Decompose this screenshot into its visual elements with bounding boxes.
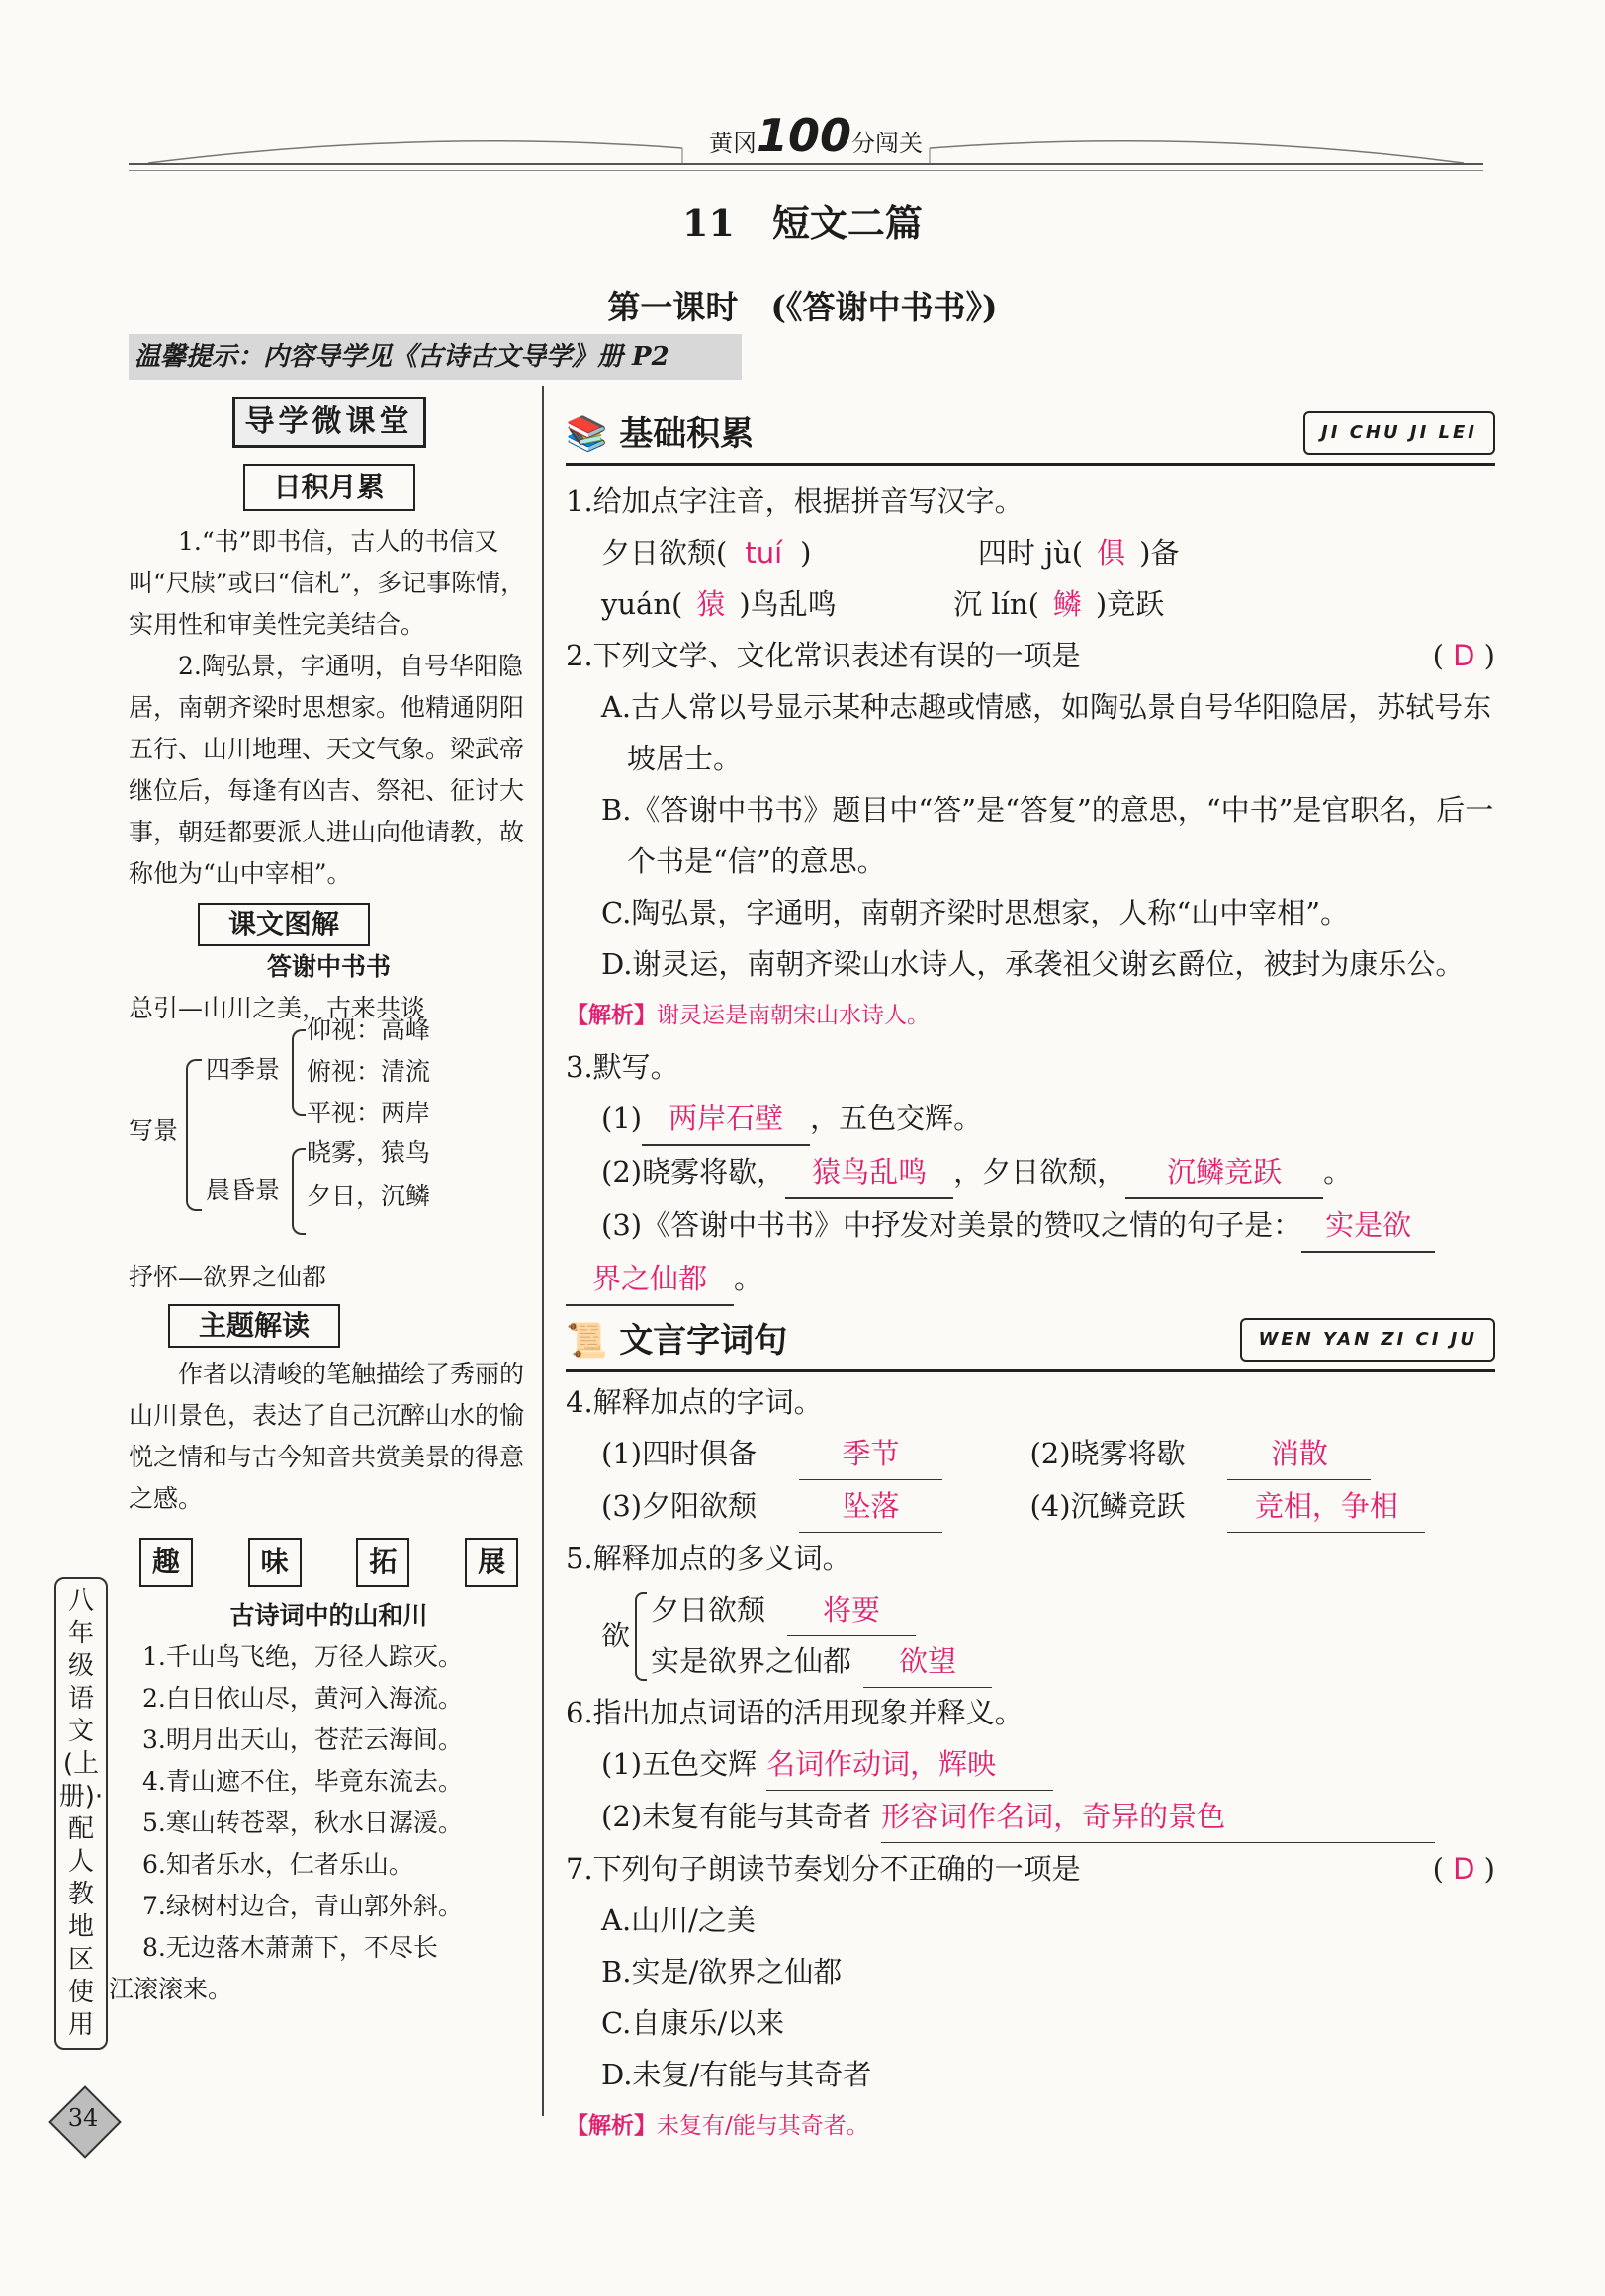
q1c-close: )鸟乱鸣 [739, 587, 837, 621]
q1c-text: yuán( [601, 587, 683, 621]
question-2 [566, 630, 1495, 681]
brand-prefix: 黄冈 [708, 130, 757, 157]
question-5: 5.解释加点的多义词。 [566, 1542, 851, 1575]
diagram-write: 写景 [129, 1116, 179, 1145]
guide-title: 导学微课堂 [232, 397, 426, 448]
q5b-answer: 欲望 [863, 1635, 992, 1688]
q3-line4 [566, 1253, 1495, 1306]
q1b-close: )备 [1139, 536, 1180, 570]
q2-choice: ( D ) [1432, 639, 1495, 672]
q7-text: 7.下列句子朗读节奏划分不正确的一项是 [566, 1852, 1081, 1886]
q2-option-d: D.谢灵运，南朝齐梁山水诗人，承袭祖父谢玄爵位，被封为康乐公。 [601, 947, 1465, 981]
q2-text: 2.下列文学、文化常识表述有误的一项是 [566, 639, 1081, 672]
side-label: 八年级语文(上册)·配人教地区使用 [54, 1577, 108, 2050]
q3-line2 [566, 1146, 1495, 1199]
diagram-m2: 夕日，沉鳞 [307, 1182, 431, 1210]
q4d-text: (4)沉鳞竞跃 [1029, 1489, 1186, 1523]
q6-row2 [566, 1791, 1495, 1843]
q3a-num: (1) [601, 1102, 643, 1135]
q7-option-b: B.实是/欲界之仙都 [601, 1955, 843, 1988]
analysis-text: 未复有/能与其奇者。 [657, 2113, 869, 2139]
list-item: 2.白日依山尽，黄河入海流。 [142, 1684, 463, 1713]
accum-paragraph-1: 1.“书”即书信，古人的书信又叫“尺牍”或曰“信札”，多记事陈情，实用性和审美性完美结合。 [129, 527, 526, 639]
accum-paragraph-2: 2.陶弘景，字通明，自号华阳隐居，南朝齐梁时思想家。他精通阴阳五行、山川地理、天文气象。梁武帝继位后，每逢有凶吉、祭祀、征讨大事，朝廷都要派人进山向他请教，故称他为“山中宰相”。 [129, 652, 525, 888]
fun-title [129, 1538, 529, 1587]
q2-answer: D [1453, 639, 1475, 672]
diagram-m1: 晓雾，猿鸟 [307, 1138, 431, 1167]
q4b-answer: 消散 [1227, 1428, 1371, 1480]
q5a-line [651, 1584, 916, 1636]
fun-title-char: 味 [248, 1538, 302, 1587]
theme-title: 主题解读 [168, 1304, 340, 1348]
q6-row1 [566, 1738, 1495, 1791]
q1a-close: ) [800, 536, 812, 570]
q3b-answer2: 沉鳞竞跃 [1125, 1146, 1323, 1199]
q2-option-c: C.陶弘景，字通明，南朝齐梁时思想家，人称“山中宰相”。 [601, 896, 1350, 929]
analysis-label: 【解析】 [566, 2113, 657, 2139]
q1d-text: 沉 lín( [953, 587, 1039, 621]
q5b-text: 实是欲界之仙都 [651, 1644, 852, 1678]
list-item: 7.绿树村边合，青山郭外斜。 [142, 1892, 463, 1920]
diagram-s3: 平视：两岸 [307, 1099, 431, 1127]
diagram-morning: 晨昏景 [206, 1176, 281, 1204]
q4d-answer: 竞相，争相 [1227, 1480, 1425, 1533]
accum-title: 日积月累 [243, 464, 415, 511]
q6a-answer: 名词作动词，辉映 [766, 1738, 1053, 1791]
list-item: 江滚滚来。 [109, 1975, 233, 2003]
list-item: 1.千山鸟飞绝，万径人踪灭。 [142, 1642, 463, 1671]
q3c-answer2: 界之仙都 [566, 1253, 734, 1306]
diagram-title: 课文图解 [198, 903, 370, 946]
q3b-mid: ，夕日欲颓， [953, 1155, 1126, 1189]
section-basic-title: 基础积累 [619, 414, 755, 454]
section-basic-en: JI CHU JI LEI [1303, 411, 1495, 455]
q4-row1 [566, 1428, 1495, 1480]
q5-char: 欲 [601, 1619, 631, 1652]
q3-line1 [566, 1093, 1495, 1146]
q1b-answer: 俱 [1097, 536, 1126, 570]
fun-subtitle: 古诗词中的山和川 [229, 1601, 428, 1630]
q4a-answer: 季节 [799, 1428, 942, 1480]
lesson-subtitle: 第一课时 (《答谢中书书》) [607, 288, 998, 326]
diagram-bracket [186, 1059, 202, 1211]
theme-paragraph: 作者以清峻的笔触描绘了秀丽的山川景色，表达了自己沉醉山水的愉悦之情和与古今知音共赏美景的得意之感。 [129, 1360, 525, 1513]
morning-bracket [292, 1148, 306, 1235]
list-item: 4.青山遮不住，毕竟东流去。 [142, 1767, 463, 1796]
q2-option-a: A.古人常以号显示某种志趣或情感，如陶弘景自号华阳隐居，苏轼号东坡居士。 [600, 690, 1492, 775]
analysis-text: 谢灵运是南朝宋山水诗人。 [657, 1003, 930, 1028]
q2-option-b: B.《答谢中书书》题目中“答”是“答复”的意思，“中书”是官职名，后一个书是“信”的意思。 [600, 793, 1494, 878]
diagram-season: 四季景 [206, 1055, 281, 1084]
q3b-end: 。 [1323, 1155, 1353, 1189]
fun-title-char: 趣 [139, 1538, 193, 1587]
diagram-end: 抒怀—欲界之仙都 [129, 1263, 327, 1291]
q3c-text: (3)《答谢中书书》中抒发对美景的赞叹之情的句子是： [601, 1208, 1302, 1242]
question-7 [566, 1843, 1495, 1895]
q7-choice: ( D ) [1432, 1852, 1495, 1886]
question-4: 4.解释加点的字词。 [566, 1385, 823, 1419]
q1a-answer: tuí [745, 536, 783, 570]
poem-list [129, 1636, 529, 1969]
section-classical-title: 文言字词句 [619, 1321, 788, 1361]
q3a-answer: 两岸石壁 [642, 1093, 810, 1146]
q4c-text: (3)夕阳欲颓 [601, 1489, 758, 1523]
analysis-label: 【解析】 [566, 1003, 657, 1028]
q3a-text: ，五色交辉。 [810, 1102, 983, 1135]
q6b-text: (2)未复有能与其奇者 [601, 1800, 872, 1833]
q3b-answer1: 猿鸟乱鸣 [785, 1146, 953, 1199]
q1d-close: )竞跃 [1095, 587, 1165, 621]
q6b-answer: 形容词作名词，奇异的景色 [881, 1791, 1435, 1843]
q7-answer: D [1453, 1852, 1475, 1886]
q4b-text: (2)晓雾将歇 [1029, 1437, 1186, 1470]
page-header [129, 109, 1483, 178]
diagram-s1: 仰视：高峰 [307, 1016, 431, 1044]
list-item: 8.无边落木萧萧下，不尽长 [142, 1933, 438, 1962]
q2-analysis [566, 990, 1495, 1041]
question-6: 6.指出加点词语的活用现象并释义。 [566, 1696, 1024, 1729]
right-column [566, 405, 1495, 2152]
section-basic [566, 405, 1495, 466]
q1-row1 [566, 527, 1495, 578]
scholar-icon: 📜 [566, 1321, 608, 1361]
q4-row2 [566, 1480, 1495, 1533]
book-icon: 📚 [566, 414, 608, 454]
list-item: 3.明月出天山，苍茫云海间。 [142, 1725, 463, 1754]
q3b-text: (2)晓雾将歇， [601, 1155, 786, 1189]
q5b-line [651, 1635, 992, 1688]
left-column [109, 391, 529, 2010]
diagram-subtitle: 答谢中书书 [266, 952, 391, 981]
q7-analysis [566, 2100, 1495, 2152]
question-1: 1.给加点字注音，根据拼音写汉字。 [566, 485, 1024, 518]
q7-option-a: A.山川/之美 [601, 1903, 756, 1937]
page-number: 34 [67, 2104, 99, 2132]
section-classical [566, 1312, 1495, 1372]
diagram-s2: 俯视：清流 [307, 1057, 431, 1086]
fun-title-char: 拓 [356, 1538, 409, 1587]
tip-banner: 温馨提示：内容导学见《古诗古文导学》册 P2 [129, 334, 742, 380]
fun-title-char: 展 [465, 1538, 518, 1587]
q3-line3 [566, 1199, 1495, 1253]
list-item: 5.寒山转苍翠，秋水日潺湲。 [142, 1809, 463, 1837]
q7-option-c: C.自康乐/以来 [601, 2006, 785, 2040]
question-3: 3.默写。 [566, 1050, 679, 1084]
q4c-answer: 坠落 [799, 1480, 942, 1533]
q1a-text: 夕日欲颓( [601, 536, 728, 570]
q5-bracket [635, 1592, 647, 1681]
q3c-answer1: 实是欲 [1301, 1199, 1435, 1253]
q5a-answer: 将要 [787, 1584, 916, 1636]
brand-suffix: 分闯关 [851, 130, 924, 157]
diagram-intro: 总引—山川之美，古来共谈 [129, 994, 426, 1022]
q5-block [566, 1584, 1495, 1687]
section-classical-en: WEN YAN ZI CI JU [1240, 1318, 1495, 1362]
q5a-text: 夕日欲颓 [651, 1593, 766, 1627]
column-divider [542, 386, 544, 2116]
structure-diagram [129, 1016, 529, 1237]
q1-row2 [566, 578, 1495, 630]
list-item: 6.知者乐水，仁者乐山。 [142, 1850, 413, 1879]
page-title: 11 短文二篇 [682, 201, 923, 245]
q1c-answer: 猿 [696, 587, 726, 621]
bridge-icon [129, 109, 1483, 168]
q1d-answer: 鳞 [1052, 587, 1082, 621]
q6a-text: (1)五色交辉 [601, 1747, 758, 1781]
q3c-end: 。 [734, 1262, 763, 1295]
q1b-text: 四时 jù( [977, 536, 1084, 570]
q4a-text: (1)四时俱备 [601, 1437, 758, 1470]
season-bracket [292, 1029, 306, 1116]
q7-option-d: D.未复/有能与其奇者 [601, 2058, 872, 2091]
brand-number: 100 [756, 109, 852, 162]
